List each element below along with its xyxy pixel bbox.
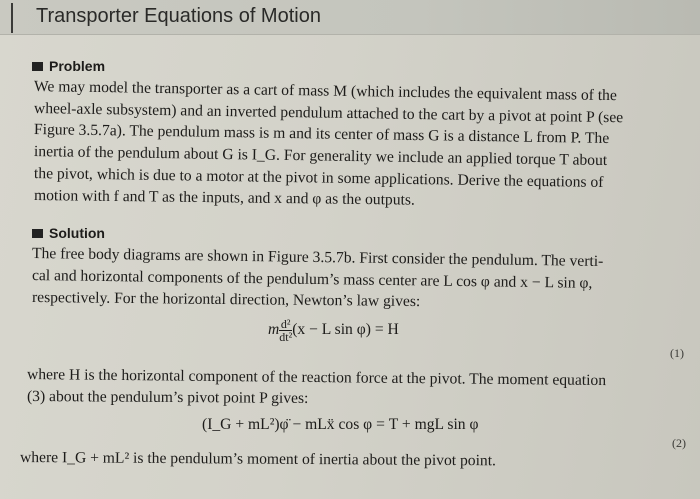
- solution-line-1: The free body diagrams are shown in Figure 3.5.7b. First consider the pendulum. The verti-: [31, 245, 604, 270]
- after-eq1-line-2: (3) about the pendulum’s pivot point P gives:: [26, 388, 309, 407]
- header-bar: [0, 0, 700, 35]
- final-line: where I_G + mL² is the pendulum’s moment of inertia about the pivot point.: [19, 449, 497, 470]
- after-eq1-line-1: where H is the horizontal component of the reaction force at the pivot. The moment equation: [26, 366, 607, 390]
- problem-line-6: motion with f and T as the inputs, and x and φ as the outputs.: [33, 187, 415, 209]
- solution-heading: [32, 225, 105, 241]
- problem-heading-label: Problem: [49, 58, 106, 74]
- eq1-derivative: $\frac{\text{d²}}{\text{dt²}}$: [279, 317, 293, 344]
- equation-1: [268, 318, 399, 343]
- problem-heading: [32, 58, 105, 74]
- problem-line-4: inertia of the pendulum about G is I_G. For generality we include an applied torque T about: [33, 143, 608, 170]
- eq1-m: m: [268, 321, 280, 339]
- page-title: Transporter Equations of Motion: [36, 5, 321, 27]
- equation-2-number: (2): [672, 436, 686, 450]
- square-bullet-icon: [32, 229, 43, 238]
- solution-heading-label: Solution: [49, 225, 105, 241]
- problem-line-5: the pivot, which is due to a motor at the pivot in some applications. Derive the equations of: [33, 165, 604, 191]
- eq1-rest: (x − L sin φ) = H: [292, 321, 399, 339]
- problem-line-2: wheel-axle subsystem) and an inverted pendulum attached to the cart by a pivot at point P (see: [33, 100, 624, 127]
- solution-line-2: cal and horizontal components of the pendulum’s mass center are L cos φ and x − L sin φ,: [31, 267, 593, 292]
- equation-2: (I_G + mL²)φ̈ − mLẍ cos φ = T + mgL sin φ: [202, 416, 479, 433]
- equation-1-number: (1): [670, 346, 684, 360]
- square-bullet-icon: [32, 62, 43, 71]
- header-rule: [11, 3, 13, 33]
- solution-line-3: respectively. For the horizontal direction, Newton’s law gives:: [31, 289, 421, 311]
- problem-line-3: Figure 3.5.7a). The pendulum mass is m and its center of mass G is a distance L from P. The: [33, 121, 610, 148]
- problem-line-1: We may model the transporter as a cart of mass M (which includes the equivalent mass of the: [33, 78, 617, 105]
